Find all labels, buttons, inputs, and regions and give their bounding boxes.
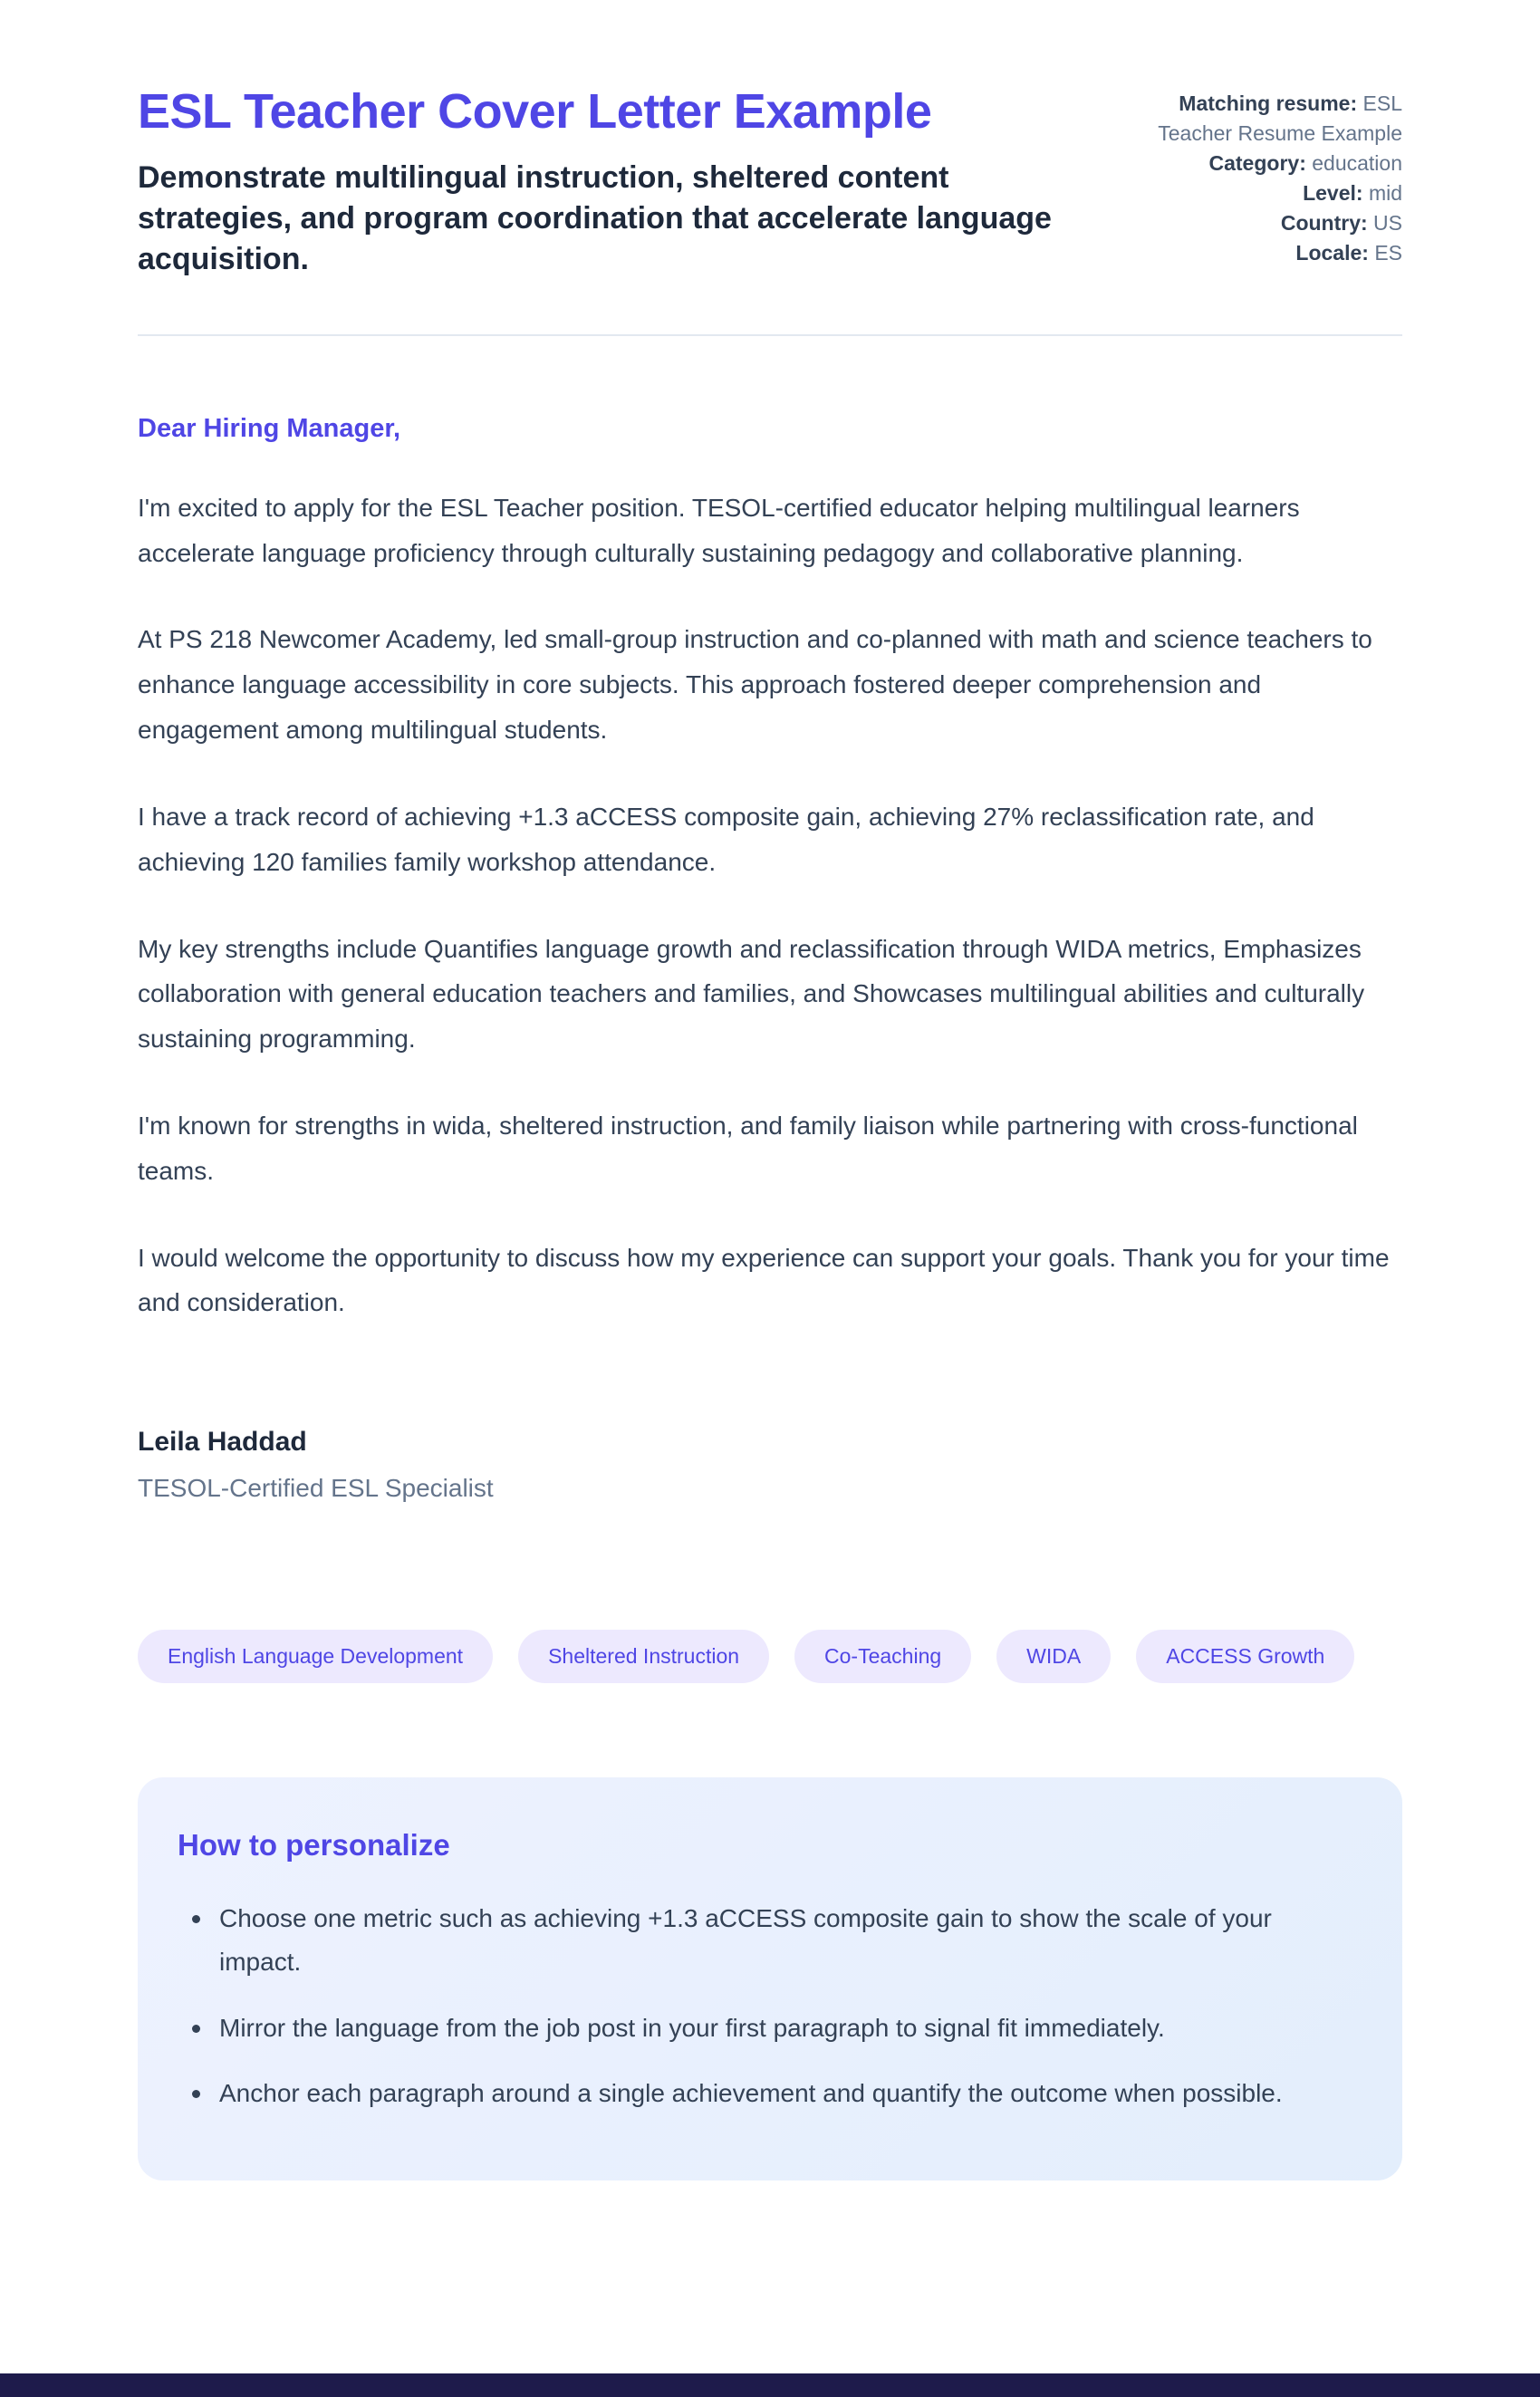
header-divider [138,334,1402,336]
letter-body [138,414,1402,1504]
meta-label: Category: [1208,151,1306,175]
signature-title: TESOL-Certified ESL Specialist [138,1474,494,1503]
page-header [138,83,1402,280]
tag-wida: WIDA [996,1630,1111,1683]
tag-access-growth: ACCESS Growth [1136,1630,1354,1683]
letter-paragraph-4: My key strengths include Quantifies language growth and reclassification through WIDA metrics, Emphasizes collaboration with general education teachers and families, and Showcases multilingual abilities and culturally sustaining programming. [138,934,1365,1054]
tag-list [138,1630,1402,1683]
meta-row-matching-resume [1153,89,1402,149]
meta-row-level [1153,178,1402,208]
personalize-tip-list [178,1897,1344,2115]
letter-paragraph-2: At PS 218 Newcomer Academy, led small-group instruction and co-planned with math and science teachers to enhance language accessibility in core subjects. This approach fostered deeper comprehension and engagement among multilingual students. [138,625,1372,745]
letter-paragraph-6: I would welcome the opportunity to discuss how my experience can support your goals. Thank you for your time and consideration. [138,1243,1390,1317]
personalize-tip-3: Anchor each paragraph around a single achievement and quantify the outcome when possible. [178,2072,1344,2115]
meta-value: mid [1368,181,1402,205]
personalize-heading: How to personalize [178,1828,450,1863]
meta-value: ES [1374,241,1402,265]
page-title: ESL Teacher Cover Letter Example [138,84,932,139]
letter-paragraph-5: I'm known for strengths in wida, sheltered instruction, and family liaison while partnering with cross-functional teams. [138,1112,1358,1185]
letter-paragraph-3: I have a track record of achieving +1.3 aCCESS composite gain, achieving 27% reclassification rate, and achieving 120 families family workshop attendance. [138,802,1314,876]
letter-paragraph-1: I'm excited to apply for the ESL Teacher position. TESOL-certified educator helping multilingual learners accelerate language proficiency through culturally sustaining pedagogy and collaborative planning. [138,493,1300,567]
personalize-tip-2: Mirror the language from the job post in your first paragraph to signal fit immediately. [178,2007,1344,2050]
meta-label: Country: [1280,211,1368,235]
meta-row-locale [1153,238,1402,268]
signature-name: Leila Haddad [138,1427,307,1458]
meta-value: education [1312,151,1402,175]
meta-value: US [1373,211,1402,235]
content-column [138,0,1402,2180]
meta-label: Matching resume: [1179,91,1358,115]
tag-english-language-development: English Language Development [138,1630,493,1683]
meta-panel [1153,83,1402,268]
personalize-tip-1: Choose one metric such as achieving +1.3 aCCESS composite gain to show the scale of your impact. [178,1897,1344,1984]
header-titles [138,83,1098,280]
personalize-card [138,1777,1402,2180]
footer-bar [0,2373,1540,2397]
page-subtitle: Demonstrate multilingual instruction, sheltered content strategies, and program coordination that accelerate language acquisition. [138,160,1052,276]
tag-sheltered-instruction: Sheltered Instruction [518,1630,769,1683]
meta-value: ESL Teacher Resume Example [1158,91,1402,145]
meta-row-category [1153,149,1402,178]
meta-row-country [1153,208,1402,238]
meta-label: Locale: [1295,241,1369,265]
tag-co-teaching: Co-Teaching [794,1630,971,1683]
salutation: Dear Hiring Manager, [138,413,401,443]
meta-label: Level: [1303,181,1363,205]
